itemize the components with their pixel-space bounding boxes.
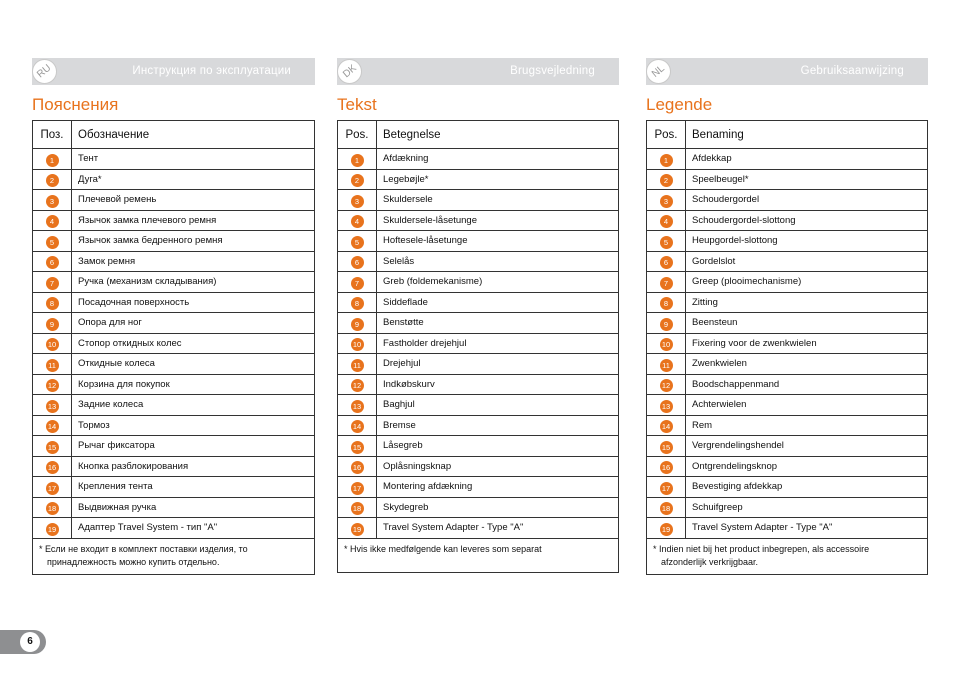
table-row	[33, 477, 315, 498]
part-name: Skydegreb	[377, 497, 619, 518]
position-cell	[647, 415, 686, 436]
table-row	[647, 456, 928, 477]
position-number-badge: 8	[46, 297, 59, 310]
part-name: Zwenkwielen	[686, 354, 928, 375]
language-header-bar	[646, 58, 928, 85]
footnote-row	[338, 538, 619, 572]
position-cell	[338, 251, 377, 272]
table-row	[338, 415, 619, 436]
position-number-badge: 12	[351, 379, 364, 392]
position-cell	[647, 231, 686, 252]
part-name: Rem	[686, 415, 928, 436]
language-header-bar	[32, 58, 315, 85]
position-number-badge: 13	[351, 400, 364, 413]
position-number-badge: 14	[660, 420, 673, 433]
table-row	[647, 169, 928, 190]
position-cell	[647, 169, 686, 190]
position-cell	[338, 292, 377, 313]
language-code: RU	[35, 62, 54, 81]
table-row	[647, 477, 928, 498]
position-cell	[33, 436, 72, 457]
table-row	[338, 251, 619, 272]
section-title: Legende	[646, 95, 713, 114]
position-number-badge: 11	[351, 359, 364, 372]
part-name: Язычок замка плечевого ремня	[72, 210, 315, 231]
table-row	[338, 190, 619, 211]
position-number-badge: 11	[660, 359, 673, 372]
position-number-badge: 10	[46, 338, 59, 351]
table-row	[338, 333, 619, 354]
part-name: Выдвижная ручка	[72, 497, 315, 518]
part-name: Корзина для покупок	[72, 374, 315, 395]
position-cell	[33, 313, 72, 334]
part-name: Zitting	[686, 292, 928, 313]
part-name: Ручка (механизм складывания)	[72, 272, 315, 293]
position-number-badge: 10	[351, 338, 364, 351]
position-number-badge: 7	[351, 277, 364, 290]
language-code: NL	[650, 63, 667, 80]
part-name: Bremse	[377, 415, 619, 436]
position-cell	[33, 354, 72, 375]
table-header-row	[647, 121, 928, 149]
position-cell	[338, 210, 377, 231]
position-number-badge: 16	[660, 461, 673, 474]
part-name: Skuldersele-låsetunge	[377, 210, 619, 231]
position-cell	[647, 497, 686, 518]
part-name: Vergrendelingshendel	[686, 436, 928, 457]
position-cell	[338, 477, 377, 498]
part-name: Achterwielen	[686, 395, 928, 416]
position-cell	[647, 313, 686, 334]
table-row	[647, 374, 928, 395]
part-name: Travel System Adapter - Type "A"	[377, 518, 619, 539]
footnote-line-1: * Hvis ikke medfølgende kan leveres som separat	[344, 543, 542, 554]
table-row	[338, 272, 619, 293]
position-number-badge: 9	[46, 318, 59, 331]
table-row	[338, 210, 619, 231]
footnote	[647, 538, 928, 574]
part-name: Boodschappenmand	[686, 374, 928, 395]
position-cell	[647, 395, 686, 416]
part-name: Fixering voor de zwenkwielen	[686, 333, 928, 354]
part-name: Крепления тента	[72, 477, 315, 498]
position-cell	[338, 415, 377, 436]
part-name: Baghjul	[377, 395, 619, 416]
position-number-badge: 1	[351, 154, 364, 167]
section-title: Tekst	[337, 95, 377, 114]
part-name: Задние колеса	[72, 395, 315, 416]
table-row	[33, 374, 315, 395]
position-cell	[33, 190, 72, 211]
table-row	[647, 436, 928, 457]
position-number-badge: 2	[660, 174, 673, 187]
part-name: Замок ремня	[72, 251, 315, 272]
part-name: Låsegreb	[377, 436, 619, 457]
position-cell	[647, 456, 686, 477]
table-header-row	[33, 121, 315, 149]
position-cell	[647, 518, 686, 539]
position-number-badge: 12	[46, 379, 59, 392]
table-row	[647, 210, 928, 231]
position-cell	[338, 231, 377, 252]
part-name: Плечевой ремень	[72, 190, 315, 211]
position-number-badge: 6	[351, 256, 364, 269]
table-row	[33, 190, 315, 211]
part-name: Посадочная поверхность	[72, 292, 315, 313]
position-number-badge: 9	[660, 318, 673, 331]
table-row	[338, 374, 619, 395]
position-number-badge: 19	[46, 523, 59, 536]
part-name: Тормоз	[72, 415, 315, 436]
part-name: Hoftesele-låsetunge	[377, 231, 619, 252]
part-name: Кнопка разблокирования	[72, 456, 315, 477]
part-name: Bevestiging afdekkap	[686, 477, 928, 498]
table-row	[647, 190, 928, 211]
position-cell	[338, 190, 377, 211]
position-number-badge: 14	[351, 420, 364, 433]
position-number-badge: 15	[351, 441, 364, 454]
position-number-badge: 19	[351, 523, 364, 536]
position-cell	[33, 497, 72, 518]
position-cell	[33, 251, 72, 272]
position-cell	[338, 374, 377, 395]
position-number-badge: 9	[351, 318, 364, 331]
position-cell	[338, 497, 377, 518]
table-row	[647, 149, 928, 170]
part-name: Язычок замка бедренного ремня	[72, 231, 315, 252]
table-row	[33, 333, 315, 354]
column-header-name: Обозначение	[72, 121, 315, 149]
position-cell	[338, 313, 377, 334]
position-cell	[33, 518, 72, 539]
position-number-badge: 13	[660, 400, 673, 413]
position-number-badge: 18	[351, 502, 364, 515]
part-name: Oplåsningsknap	[377, 456, 619, 477]
table-row	[647, 272, 928, 293]
position-cell	[647, 477, 686, 498]
column-header-name: Benaming	[686, 121, 928, 149]
part-name: Drejehjul	[377, 354, 619, 375]
position-cell	[338, 272, 377, 293]
column-header-position: Pos.	[647, 121, 686, 149]
page-tab	[0, 630, 46, 654]
position-number-badge: 5	[46, 236, 59, 249]
legend-table	[646, 120, 928, 575]
part-name: Afdekkap	[686, 149, 928, 170]
table-row	[647, 231, 928, 252]
position-cell	[647, 272, 686, 293]
footnote	[338, 538, 619, 572]
position-number-badge: 13	[46, 400, 59, 413]
position-cell	[647, 374, 686, 395]
part-name: Schoudergordel-slottong	[686, 210, 928, 231]
part-name: Ontgrendelingsknop	[686, 456, 928, 477]
position-number-badge: 8	[351, 297, 364, 310]
legend-table	[337, 120, 619, 573]
footnote-row	[647, 538, 928, 574]
position-cell	[647, 354, 686, 375]
part-name: Benstøtte	[377, 313, 619, 334]
table-row	[338, 231, 619, 252]
position-cell	[33, 231, 72, 252]
position-cell	[33, 169, 72, 190]
position-cell	[33, 477, 72, 498]
table-row	[647, 518, 928, 539]
position-number-badge: 18	[660, 502, 673, 515]
table-row	[338, 354, 619, 375]
part-name: Afdækning	[377, 149, 619, 170]
table-row	[647, 497, 928, 518]
table-row	[33, 272, 315, 293]
part-name: Откидные колеса	[72, 354, 315, 375]
position-number-badge: 15	[660, 441, 673, 454]
table-row	[33, 436, 315, 457]
position-cell	[33, 149, 72, 170]
position-cell	[33, 415, 72, 436]
table-row	[338, 436, 619, 457]
position-number-badge: 6	[46, 256, 59, 269]
position-number-badge: 19	[660, 523, 673, 536]
table-row	[647, 354, 928, 375]
position-number-badge: 12	[660, 379, 673, 392]
position-number-badge: 17	[46, 482, 59, 495]
position-cell	[338, 354, 377, 375]
table-row	[338, 169, 619, 190]
part-name: Greep (plooimechanisme)	[686, 272, 928, 293]
table-row	[338, 518, 619, 539]
table-row	[33, 313, 315, 334]
position-number-badge: 6	[660, 256, 673, 269]
language-badge	[646, 59, 671, 84]
footnote-line-1: * Indien niet bij het product inbegrepen, als accessoire	[653, 543, 870, 554]
position-number-badge: 18	[46, 502, 59, 515]
column-header-name: Betegnelse	[377, 121, 619, 149]
footnote-line-2: принадлежность можно купить отдельно.	[47, 557, 220, 567]
position-number-badge: 4	[351, 215, 364, 228]
table-row	[338, 477, 619, 498]
position-number-badge: 3	[660, 195, 673, 208]
position-cell	[33, 374, 72, 395]
table-row	[33, 354, 315, 375]
table-row	[647, 333, 928, 354]
position-number-badge: 4	[46, 215, 59, 228]
part-name: Адаптер Travel System - тип "A"	[72, 518, 315, 539]
table-row	[33, 292, 315, 313]
footnote-line-1: * Если не входит в комплект поставки изделия, то	[39, 543, 248, 554]
legend-table	[32, 120, 315, 575]
position-cell	[338, 333, 377, 354]
part-name: Montering afdækning	[377, 477, 619, 498]
position-number-badge: 4	[660, 215, 673, 228]
position-number-badge: 7	[660, 277, 673, 290]
table-row	[338, 313, 619, 334]
position-cell	[33, 456, 72, 477]
position-number-badge: 2	[351, 174, 364, 187]
table-row	[338, 395, 619, 416]
position-cell	[647, 292, 686, 313]
column-header-position: Поз.	[33, 121, 72, 149]
position-cell	[33, 333, 72, 354]
position-cell	[647, 210, 686, 231]
position-number-badge: 8	[660, 297, 673, 310]
position-number-badge: 5	[351, 236, 364, 249]
section-title: Пояснения	[32, 95, 119, 114]
column-header-position: Pos.	[338, 121, 377, 149]
part-name: Gordelslot	[686, 251, 928, 272]
part-name: Indkøbskurv	[377, 374, 619, 395]
table-row	[33, 251, 315, 272]
position-cell	[338, 149, 377, 170]
table-row	[33, 210, 315, 231]
position-cell	[647, 149, 686, 170]
position-cell	[33, 210, 72, 231]
part-name: Рычаг фиксатора	[72, 436, 315, 457]
part-name: Опора для ног	[72, 313, 315, 334]
table-row	[33, 231, 315, 252]
position-cell	[338, 436, 377, 457]
position-cell	[647, 333, 686, 354]
language-code: DK	[340, 62, 359, 81]
legend-column-ru	[32, 58, 315, 575]
part-name: Heupgordel-slottong	[686, 231, 928, 252]
legend-column-nl	[646, 58, 928, 575]
table-row	[338, 497, 619, 518]
position-number-badge: 3	[351, 195, 364, 208]
part-name: Дуга*	[72, 169, 315, 190]
position-cell	[33, 292, 72, 313]
legend-column-dk	[337, 58, 619, 573]
part-name: Speelbeugel*	[686, 169, 928, 190]
position-cell	[33, 395, 72, 416]
position-cell	[338, 518, 377, 539]
position-number-badge: 14	[46, 420, 59, 433]
position-cell	[33, 272, 72, 293]
manual-title: Brugsvejledning	[510, 65, 595, 77]
position-number-badge: 15	[46, 441, 59, 454]
footnote-line-2: afzonderlijk verkrijgbaar.	[661, 557, 759, 567]
footnote	[33, 538, 315, 574]
table-row	[33, 149, 315, 170]
position-number-badge: 3	[46, 195, 59, 208]
part-name: Schoudergordel	[686, 190, 928, 211]
part-name: Greb (foldemekanisme)	[377, 272, 619, 293]
position-number-badge: 1	[660, 154, 673, 167]
position-number-badge: 2	[46, 174, 59, 187]
part-name: Legebøjle*	[377, 169, 619, 190]
part-name: Fastholder drejehjul	[377, 333, 619, 354]
part-name: Тент	[72, 149, 315, 170]
position-number-badge: 11	[46, 359, 59, 372]
table-row	[33, 395, 315, 416]
manual-title: Gebruiksaanwijzing	[800, 65, 904, 77]
position-number-badge: 7	[46, 277, 59, 290]
part-name: Siddeflade	[377, 292, 619, 313]
language-header-bar	[337, 58, 619, 85]
part-name: Skuldersele	[377, 190, 619, 211]
table-row	[647, 415, 928, 436]
position-cell	[647, 190, 686, 211]
table-row	[33, 518, 315, 539]
part-name: Travel System Adapter - Type "A"	[686, 518, 928, 539]
table-row	[647, 251, 928, 272]
manual-title: Инструкция по эксплуатации	[132, 65, 291, 77]
footnote-row	[33, 538, 315, 574]
table-row	[647, 313, 928, 334]
table-row	[33, 497, 315, 518]
part-name: Selelås	[377, 251, 619, 272]
position-number-badge: 1	[46, 154, 59, 167]
position-number-badge: 16	[351, 461, 364, 474]
part-name: Beensteun	[686, 313, 928, 334]
table-row	[338, 149, 619, 170]
table-row	[33, 169, 315, 190]
table-row	[338, 456, 619, 477]
position-number-badge: 17	[660, 482, 673, 495]
table-header-row	[338, 121, 619, 149]
table-row	[647, 395, 928, 416]
table-row	[647, 292, 928, 313]
position-number-badge: 5	[660, 236, 673, 249]
position-cell	[647, 251, 686, 272]
position-cell	[338, 169, 377, 190]
position-cell	[338, 395, 377, 416]
table-row	[33, 415, 315, 436]
position-cell	[647, 436, 686, 457]
position-number-badge: 17	[351, 482, 364, 495]
position-cell	[338, 456, 377, 477]
position-number-badge: 16	[46, 461, 59, 474]
table-row	[33, 456, 315, 477]
language-badge	[32, 59, 57, 84]
part-name: Schuifgreep	[686, 497, 928, 518]
table-row	[338, 292, 619, 313]
part-name: Стопор откидных колес	[72, 333, 315, 354]
page-number: 6	[20, 632, 40, 652]
language-badge	[337, 59, 362, 84]
position-number-badge: 10	[660, 338, 673, 351]
